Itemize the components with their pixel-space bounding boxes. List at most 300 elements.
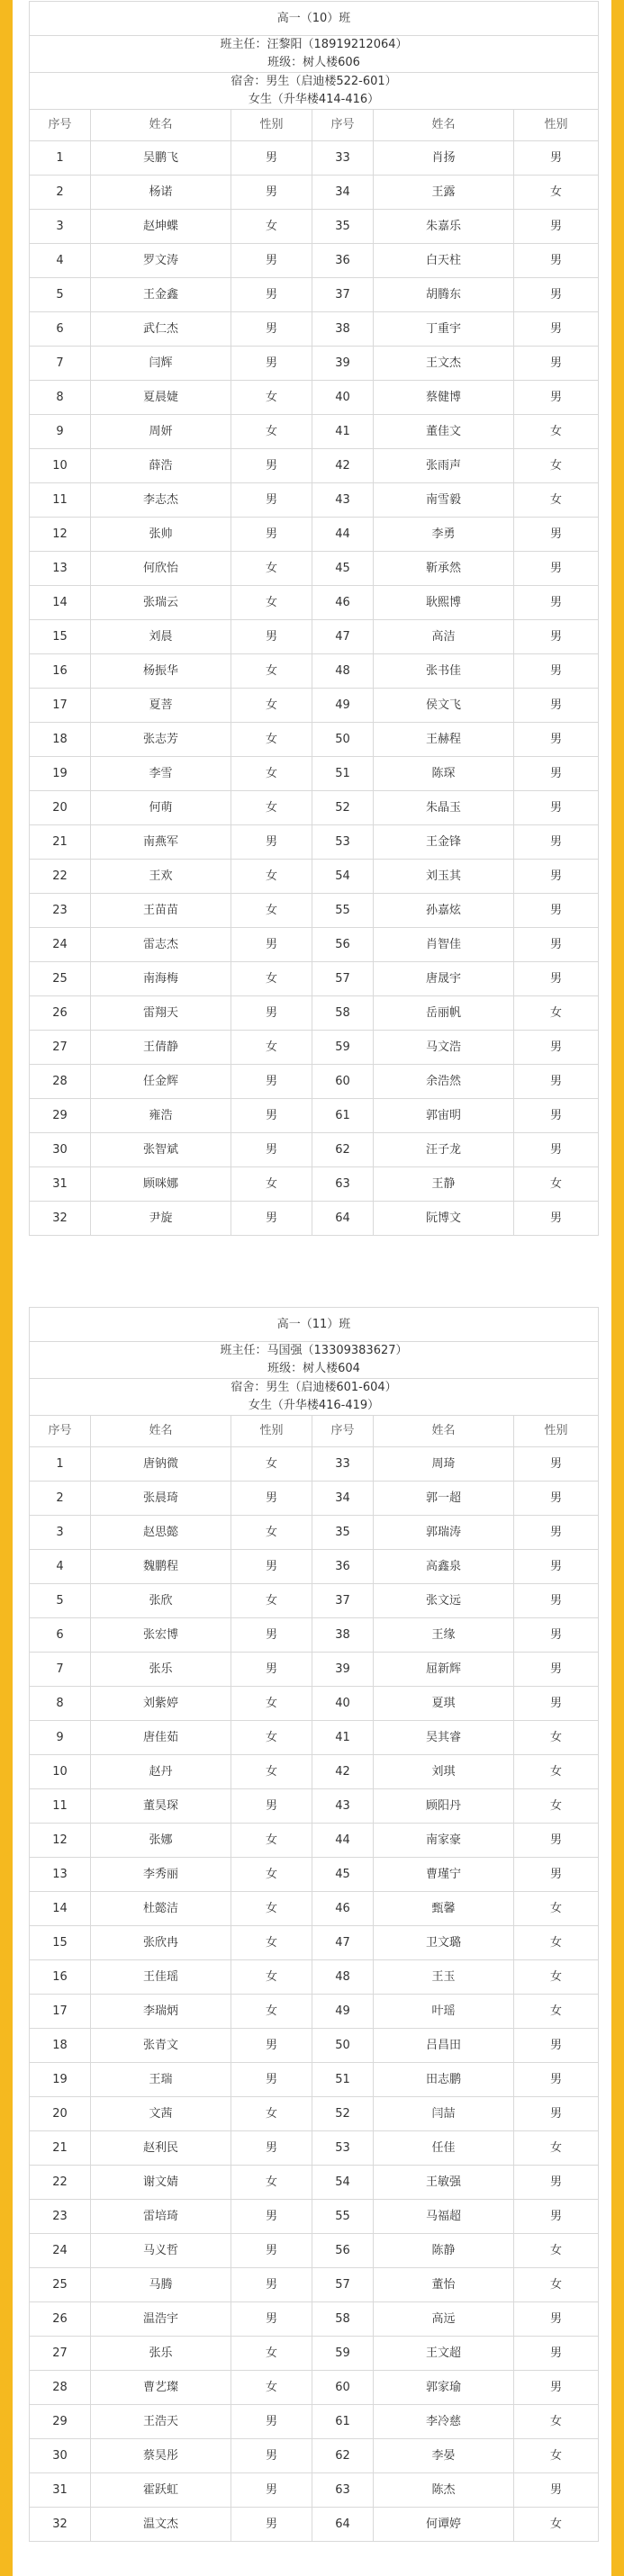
header-number: 序号: [30, 110, 91, 141]
student-name: 高鑫泉: [374, 1550, 514, 1584]
row-number: 22: [30, 860, 91, 894]
row-number: 15: [30, 1926, 91, 1960]
student-name: 武仁杰: [91, 312, 231, 347]
table-row: [30, 483, 599, 518]
table-row: [30, 1550, 599, 1584]
student-name: 周妍: [91, 415, 231, 449]
student-name: 王苗苗: [91, 894, 231, 928]
student-name: 李雪: [91, 757, 231, 791]
row-number: 59: [312, 2337, 374, 2371]
row-number: 23: [30, 894, 91, 928]
student-name: 张宏博: [91, 1618, 231, 1653]
student-gender: 男: [231, 2405, 312, 2439]
student-name: 郭宙明: [374, 1099, 514, 1133]
student-gender: 女: [514, 1167, 599, 1202]
row-number: 14: [30, 586, 91, 620]
row-number: 11: [30, 1789, 91, 1824]
row-number: 10: [30, 1755, 91, 1789]
table-row: [30, 1789, 599, 1824]
student-gender: 女: [514, 1755, 599, 1789]
header-number: 序号: [30, 1416, 91, 1447]
row-number: 55: [312, 894, 374, 928]
student-gender: 男: [231, 996, 312, 1031]
header-gender: 性别: [231, 1416, 312, 1447]
student-gender: 女: [231, 2166, 312, 2200]
student-name: 张雨声: [374, 449, 514, 483]
row-number: 27: [30, 2337, 91, 2371]
table-row: [30, 962, 599, 996]
student-gender: 女: [514, 1892, 599, 1926]
header-name: 姓名: [91, 110, 231, 141]
student-gender: 男: [514, 2166, 599, 2200]
student-name: 李瑞炳: [91, 1995, 231, 2029]
student-gender: 女: [514, 996, 599, 1031]
student-gender: 女: [231, 962, 312, 996]
student-gender: 男: [231, 518, 312, 552]
student-name: 薛浩: [91, 449, 231, 483]
student-name: 侯文飞: [374, 689, 514, 723]
table-row: [30, 2166, 599, 2200]
student-name: 温文杰: [91, 2508, 231, 2542]
row-number: 46: [312, 1892, 374, 1926]
row-number: 12: [30, 1824, 91, 1858]
table-row: [30, 1618, 599, 1653]
student-name: 马福超: [374, 2200, 514, 2234]
header-name: 姓名: [91, 1416, 231, 1447]
row-number: 58: [312, 996, 374, 1031]
student-gender: 男: [514, 962, 599, 996]
student-name: 南家豪: [374, 1824, 514, 1858]
student-gender: 男: [231, 1789, 312, 1824]
row-number: 10: [30, 449, 91, 483]
student-gender: 男: [231, 2131, 312, 2166]
header-gender: 性别: [514, 110, 599, 141]
row-number: 40: [312, 381, 374, 415]
table-row: [30, 860, 599, 894]
roster-body: [30, 2, 599, 1236]
table-row: [30, 1516, 599, 1550]
row-number: 5: [30, 1584, 91, 1618]
table-row: [30, 1995, 599, 2029]
table-row: [30, 757, 599, 791]
student-name: 雷翔天: [91, 996, 231, 1031]
row-number: 48: [312, 654, 374, 689]
row-number: 45: [312, 1858, 374, 1892]
class-teacher: 班主任：马国强（13309383627）: [220, 1344, 408, 1357]
student-name: 李冷慈: [374, 2405, 514, 2439]
row-number: 52: [312, 2097, 374, 2131]
student-gender: 男: [231, 278, 312, 312]
row-number: 7: [30, 347, 91, 381]
student-gender: 男: [231, 620, 312, 654]
student-gender: 男: [514, 518, 599, 552]
header-number: 序号: [312, 1416, 374, 1447]
student-gender: 男: [514, 928, 599, 962]
student-name: 顾阳丹: [374, 1789, 514, 1824]
student-name: 肖智佳: [374, 928, 514, 962]
row-number: 26: [30, 996, 91, 1031]
student-gender: 男: [231, 2473, 312, 2508]
student-name: 孙嘉炫: [374, 894, 514, 928]
student-gender: 男: [231, 176, 312, 210]
student-name: 刘晨: [91, 620, 231, 654]
class-info: [30, 36, 599, 73]
student-gender: 女: [231, 552, 312, 586]
student-gender: 男: [514, 1687, 599, 1721]
row-number: 61: [312, 1099, 374, 1133]
student-gender: 男: [231, 928, 312, 962]
student-gender: 男: [514, 757, 599, 791]
student-gender: 男: [514, 860, 599, 894]
row-number: 28: [30, 2371, 91, 2405]
student-gender: 女: [514, 2405, 599, 2439]
student-name: 南燕军: [91, 825, 231, 860]
student-gender: 男: [231, 2439, 312, 2473]
student-gender: 女: [231, 381, 312, 415]
table-row: [30, 2029, 599, 2063]
student-gender: 女: [514, 2234, 599, 2268]
page-border-right: [611, 0, 624, 2576]
table-row: [30, 347, 599, 381]
student-gender: 女: [231, 2337, 312, 2371]
row-number: 17: [30, 689, 91, 723]
student-name: 陈琛: [374, 757, 514, 791]
student-name: 李晏: [374, 2439, 514, 2473]
student-name: 王文超: [374, 2337, 514, 2371]
student-name: 张晨琦: [91, 1482, 231, 1516]
student-name: 张文远: [374, 1584, 514, 1618]
student-name: 赵利民: [91, 2131, 231, 2166]
student-name: 董佳文: [374, 415, 514, 449]
student-gender: 女: [231, 210, 312, 244]
row-number: 13: [30, 1858, 91, 1892]
header-number: 序号: [312, 110, 374, 141]
student-name: 闫喆: [374, 2097, 514, 2131]
student-name: 刘琪: [374, 1755, 514, 1789]
student-gender: 男: [514, 244, 599, 278]
student-name: 王佳瑶: [91, 1960, 231, 1995]
student-gender: 男: [514, 1202, 599, 1236]
student-name: 马腾: [91, 2268, 231, 2302]
student-name: 雍浩: [91, 1099, 231, 1133]
student-name: 刘紫婷: [91, 1687, 231, 1721]
student-name: 南雪毅: [374, 483, 514, 518]
table-row: [30, 2405, 599, 2439]
table-header-row: [30, 1416, 599, 1447]
student-name: 刘玉其: [374, 860, 514, 894]
student-gender: 女: [231, 1824, 312, 1858]
student-gender: 女: [231, 1960, 312, 1995]
student-name: 张帅: [91, 518, 231, 552]
student-gender: 女: [231, 1995, 312, 2029]
student-name: 王浩天: [91, 2405, 231, 2439]
student-gender: 女: [514, 2268, 599, 2302]
class-title: 高一（10）班: [30, 2, 599, 36]
student-gender: 男: [231, 449, 312, 483]
student-gender: 男: [231, 2508, 312, 2542]
student-gender: 男: [514, 2029, 599, 2063]
student-name: 何欣怡: [91, 552, 231, 586]
student-gender: 男: [231, 1653, 312, 1687]
table-row: [30, 1755, 599, 1789]
table-row: [30, 1858, 599, 1892]
table-row: [30, 141, 599, 176]
student-name: 王露: [374, 176, 514, 210]
row-number: 56: [312, 2234, 374, 2268]
student-name: 甄馨: [374, 1892, 514, 1926]
student-name: 王玉: [374, 1960, 514, 1995]
student-name: 夏菩: [91, 689, 231, 723]
row-number: 33: [312, 1447, 374, 1482]
row-number: 18: [30, 2029, 91, 2063]
row-number: 49: [312, 1995, 374, 2029]
student-gender: 女: [231, 1584, 312, 1618]
row-number: 19: [30, 757, 91, 791]
student-gender: 女: [231, 1687, 312, 1721]
student-name: 叶瑶: [374, 1995, 514, 2029]
student-gender: 男: [231, 312, 312, 347]
dorm-info: [30, 1379, 599, 1416]
row-number: 35: [312, 210, 374, 244]
table-row: [30, 2131, 599, 2166]
student-gender: 男: [514, 2200, 599, 2234]
class-10-roster: [29, 1, 598, 1236]
row-number: 50: [312, 723, 374, 757]
student-gender: 男: [514, 825, 599, 860]
student-gender: 男: [514, 2302, 599, 2337]
row-number: 49: [312, 689, 374, 723]
row-number: 47: [312, 620, 374, 654]
student-name: 陈杰: [374, 2473, 514, 2508]
student-name: 魏鹏程: [91, 1550, 231, 1584]
student-name: 卫文璐: [374, 1926, 514, 1960]
student-gender: 男: [514, 1653, 599, 1687]
row-number: 54: [312, 2166, 374, 2200]
student-gender: 男: [231, 1482, 312, 1516]
student-gender: 男: [514, 312, 599, 347]
table-row: [30, 1721, 599, 1755]
table-row: [30, 1167, 599, 1202]
student-name: 蔡健博: [374, 381, 514, 415]
student-gender: 男: [514, 141, 599, 176]
row-number: 34: [312, 176, 374, 210]
student-gender: 女: [514, 1960, 599, 1995]
row-number: 55: [312, 2200, 374, 2234]
student-gender: 男: [231, 1550, 312, 1584]
row-number: 29: [30, 2405, 91, 2439]
student-name: 马义哲: [91, 2234, 231, 2268]
student-name: 张娜: [91, 1824, 231, 1858]
dorm-female: 女生（升华楼416-419）: [248, 1399, 380, 1412]
student-gender: 男: [231, 2268, 312, 2302]
student-gender: 男: [231, 2200, 312, 2234]
student-name: 唐晟宇: [374, 962, 514, 996]
row-number: 38: [312, 1618, 374, 1653]
row-number: 27: [30, 1031, 91, 1065]
row-number: 36: [312, 244, 374, 278]
student-gender: 女: [231, 1755, 312, 1789]
student-gender: 女: [231, 1031, 312, 1065]
table-row: [30, 1202, 599, 1236]
student-gender: 女: [231, 1721, 312, 1755]
student-name: 郭家瑜: [374, 2371, 514, 2405]
row-number: 34: [312, 1482, 374, 1516]
row-number: 36: [312, 1550, 374, 1584]
student-name: 张乐: [91, 2337, 231, 2371]
table-row: [30, 1482, 599, 1516]
student-gender: 男: [231, 2063, 312, 2097]
student-name: 杨振华: [91, 654, 231, 689]
row-number: 31: [30, 1167, 91, 1202]
student-name: 李勇: [374, 518, 514, 552]
student-gender: 男: [514, 654, 599, 689]
row-number: 1: [30, 141, 91, 176]
row-number: 14: [30, 1892, 91, 1926]
table-row: [30, 1926, 599, 1960]
dorm-female: 女生（升华楼414-416）: [248, 93, 380, 106]
student-name: 胡腾东: [374, 278, 514, 312]
student-gender: 女: [231, 1892, 312, 1926]
row-number: 42: [312, 449, 374, 483]
row-number: 44: [312, 518, 374, 552]
student-gender: 男: [231, 1099, 312, 1133]
row-number: 2: [30, 1482, 91, 1516]
student-gender: 男: [231, 141, 312, 176]
student-name: 王倩静: [91, 1031, 231, 1065]
row-number: 9: [30, 415, 91, 449]
student-gender: 男: [231, 1133, 312, 1167]
student-name: 郭一超: [374, 1482, 514, 1516]
row-number: 41: [312, 415, 374, 449]
table-row: [30, 381, 599, 415]
class-title: 高一（11）班: [30, 1308, 599, 1342]
row-number: 62: [312, 2439, 374, 2473]
student-name: 唐佳茹: [91, 1721, 231, 1755]
row-number: 39: [312, 1653, 374, 1687]
row-number: 46: [312, 586, 374, 620]
row-number: 51: [312, 757, 374, 791]
row-number: 26: [30, 2302, 91, 2337]
student-name: 赵丹: [91, 1755, 231, 1789]
student-name: 王瑞: [91, 2063, 231, 2097]
row-number: 64: [312, 2508, 374, 2542]
student-name: 王欢: [91, 860, 231, 894]
row-number: 20: [30, 2097, 91, 2131]
student-gender: 男: [514, 791, 599, 825]
student-gender: 男: [514, 1447, 599, 1482]
row-number: 53: [312, 2131, 374, 2166]
row-number: 63: [312, 2473, 374, 2508]
row-number: 1: [30, 1447, 91, 1482]
student-name: 顾咪娜: [91, 1167, 231, 1202]
student-gender: 女: [231, 2097, 312, 2131]
row-number: 15: [30, 620, 91, 654]
row-number: 60: [312, 1065, 374, 1099]
page-content: [13, 0, 611, 2576]
student-name: 赵思懿: [91, 1516, 231, 1550]
row-number: 57: [312, 2268, 374, 2302]
table-header-row: [30, 110, 599, 141]
row-number: 54: [312, 860, 374, 894]
class-room: 班级：树人楼604: [267, 1362, 360, 1375]
table-row: [30, 689, 599, 723]
student-gender: 女: [514, 2131, 599, 2166]
dorm-male: 宿舍：男生（启迪楼522-601）: [231, 75, 397, 88]
student-gender: 男: [514, 1516, 599, 1550]
student-name: 何谭婷: [374, 2508, 514, 2542]
table-row: [30, 2200, 599, 2234]
student-gender: 女: [514, 483, 599, 518]
student-name: 肖扬: [374, 141, 514, 176]
student-name: 高洁: [374, 620, 514, 654]
row-number: 63: [312, 1167, 374, 1202]
row-number: 8: [30, 381, 91, 415]
student-gender: 男: [514, 586, 599, 620]
table-row: [30, 894, 599, 928]
row-number: 25: [30, 962, 91, 996]
student-gender: 男: [231, 2302, 312, 2337]
student-name: 王文杰: [374, 347, 514, 381]
student-gender: 女: [231, 894, 312, 928]
row-number: 22: [30, 2166, 91, 2200]
student-name: 余浩然: [374, 1065, 514, 1099]
student-gender: 男: [514, 1099, 599, 1133]
student-name: 张青文: [91, 2029, 231, 2063]
student-gender: 女: [231, 1516, 312, 1550]
table-row: [30, 586, 599, 620]
student-gender: 男: [514, 210, 599, 244]
row-number: 18: [30, 723, 91, 757]
student-gender: 女: [231, 586, 312, 620]
row-number: 61: [312, 2405, 374, 2439]
student-gender: 男: [231, 483, 312, 518]
dorm-male: 宿舍：男生（启迪楼601-604）: [231, 1381, 397, 1394]
row-number: 25: [30, 2268, 91, 2302]
student-name: 蔡昊彤: [91, 2439, 231, 2473]
student-gender: 男: [514, 723, 599, 757]
header-gender: 性别: [514, 1416, 599, 1447]
table-row: [30, 2508, 599, 2542]
student-name: 耿熙博: [374, 586, 514, 620]
row-number: 60: [312, 2371, 374, 2405]
student-name: 高远: [374, 2302, 514, 2337]
header-name: 姓名: [374, 1416, 514, 1447]
table-row: [30, 1687, 599, 1721]
student-gender: 男: [514, 278, 599, 312]
student-name: 尹旋: [91, 1202, 231, 1236]
student-gender: 男: [514, 894, 599, 928]
roster-body: [30, 1308, 599, 2542]
student-gender: 男: [514, 2097, 599, 2131]
row-number: 37: [312, 278, 374, 312]
student-name: 丁重宇: [374, 312, 514, 347]
table-row: [30, 1892, 599, 1926]
row-number: 24: [30, 928, 91, 962]
student-name: 唐钠微: [91, 1447, 231, 1482]
student-name: 罗文涛: [91, 244, 231, 278]
table-row: [30, 1584, 599, 1618]
row-number: 7: [30, 1653, 91, 1687]
row-number: 9: [30, 1721, 91, 1755]
student-name: 李志杰: [91, 483, 231, 518]
row-number: 53: [312, 825, 374, 860]
table-row: [30, 1031, 599, 1065]
student-gender: 女: [231, 791, 312, 825]
student-name: 郭瑞涛: [374, 1516, 514, 1550]
student-gender: 男: [514, 1858, 599, 1892]
student-name: 张瑞云: [91, 586, 231, 620]
row-number: 8: [30, 1687, 91, 1721]
